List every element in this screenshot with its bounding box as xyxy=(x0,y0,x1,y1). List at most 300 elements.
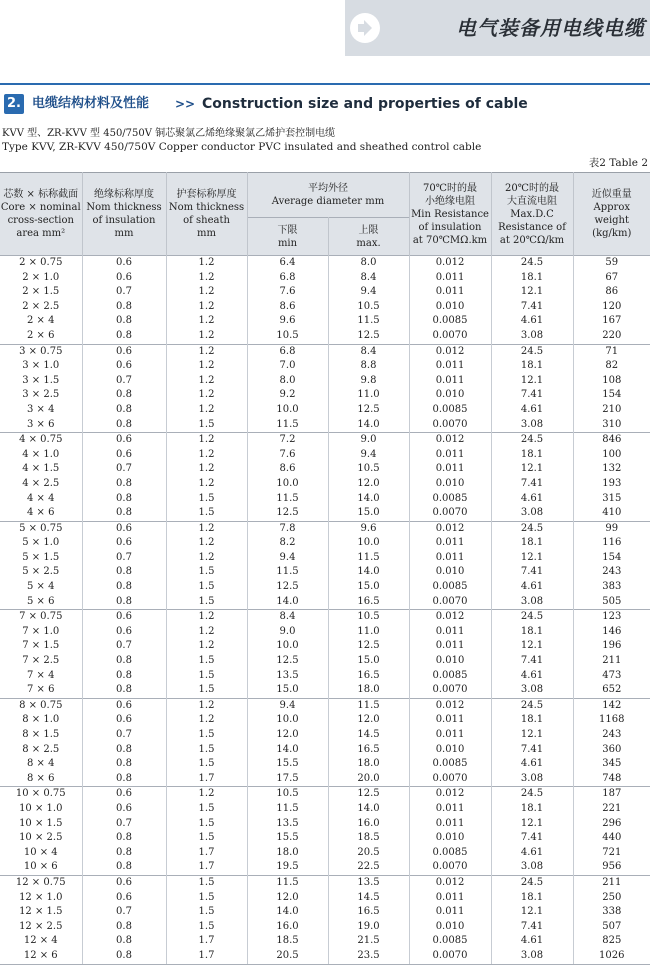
table-group xyxy=(0,256,650,345)
cell-core-area: 5 × 1.5 xyxy=(22,551,60,563)
cell-weight: 211 xyxy=(573,654,650,669)
cell-core-area: 4 × 0.75 xyxy=(0,433,82,448)
cell-sheath: 1.2 xyxy=(166,639,247,654)
cell-dc-resistance: 4.61 xyxy=(491,934,573,949)
cell-weight: 846 xyxy=(573,433,650,448)
cell-diameter-min: 14.0 xyxy=(247,905,328,920)
header-line: min xyxy=(277,237,298,249)
cell-insulation-resistance: 0.011 xyxy=(409,639,491,654)
table-row xyxy=(0,477,650,492)
cell-diameter-min: 7.6 xyxy=(247,448,328,463)
cell-diameter-max: 9.4 xyxy=(328,285,409,300)
col-core-area xyxy=(0,173,82,256)
cell-diameter-min: 11.5 xyxy=(247,492,328,507)
header-line: Min Resistance xyxy=(411,208,489,220)
cell-diameter-min: 12.5 xyxy=(247,654,328,669)
cell-weight: 146 xyxy=(573,625,650,640)
cell-weight: 652 xyxy=(573,683,650,698)
cell-diameter-min: 16.0 xyxy=(247,920,328,935)
cell-insulation-resistance: 0.010 xyxy=(409,743,491,758)
cell-sheath: 1.2 xyxy=(166,256,247,271)
header-line: Approx xyxy=(593,202,630,213)
table-row xyxy=(0,698,650,713)
cell-weight: 99 xyxy=(573,521,650,536)
cell-insulation-resistance: 0.0070 xyxy=(409,329,491,344)
cell-diameter-max: 16.5 xyxy=(328,595,409,610)
cell-insulation: 0.6 xyxy=(82,536,166,551)
cell-sheath: 1.7 xyxy=(166,846,247,861)
cell-insulation-resistance: 0.0085 xyxy=(409,669,491,684)
cell-dc-resistance: 12.1 xyxy=(491,639,573,654)
cell-sheath: 1.5 xyxy=(166,875,247,890)
cell-sheath: 1.2 xyxy=(166,359,247,374)
cell-diameter-max: 14.0 xyxy=(328,492,409,507)
cell-insulation: 0.6 xyxy=(82,433,166,448)
cell-diameter-min: 8.6 xyxy=(247,462,328,477)
cell-diameter-min: 8.4 xyxy=(247,610,328,625)
table-row xyxy=(0,625,650,640)
cell-diameter-max: 12.0 xyxy=(328,713,409,728)
cell-diameter-max: 10.5 xyxy=(328,300,409,315)
cell-diameter-min: 18.5 xyxy=(247,934,328,949)
cell-dc-resistance: 18.1 xyxy=(491,802,573,817)
cell-insulation: 0.7 xyxy=(82,462,166,477)
cell-diameter-max: 20.0 xyxy=(328,772,409,787)
cell-sheath: 1.5 xyxy=(166,595,247,610)
cell-insulation-resistance: 0.0070 xyxy=(409,860,491,875)
cell-dc-resistance: 3.08 xyxy=(491,418,573,433)
table-row xyxy=(0,565,650,580)
cell-insulation-resistance: 0.010 xyxy=(409,654,491,669)
cell-core-area: 7 × 0.75 xyxy=(0,610,82,625)
cell-diameter-max: 16.5 xyxy=(328,905,409,920)
cell-core-area: 12 × 0.75 xyxy=(0,875,82,890)
cell-weight: 193 xyxy=(573,477,650,492)
table-row xyxy=(0,551,650,566)
cell-weight: 383 xyxy=(573,580,650,595)
cell-diameter-min: 9.2 xyxy=(247,388,328,403)
cell-diameter-max: 14.0 xyxy=(328,418,409,433)
cell-insulation: 0.8 xyxy=(82,403,166,418)
cell-insulation: 0.8 xyxy=(82,418,166,433)
col-average-diameter xyxy=(247,173,409,218)
table-row xyxy=(0,743,650,758)
cell-weight: 108 xyxy=(573,374,650,389)
cell-weight: 86 xyxy=(573,285,650,300)
cell-diameter-max: 8.4 xyxy=(328,271,409,286)
header-line: of insulation xyxy=(418,221,482,233)
header-line: Nom thickness xyxy=(168,202,245,213)
cell-sheath: 1.5 xyxy=(166,743,247,758)
cell-sheath: 1.2 xyxy=(166,285,247,300)
header-line: (kg/km) xyxy=(592,228,632,239)
cell-dc-resistance: 24.5 xyxy=(491,787,573,802)
cell-core-area: 12 × 4 xyxy=(23,935,58,947)
cell-diameter-max: 16.5 xyxy=(328,743,409,758)
cell-diameter-max: 12.5 xyxy=(328,639,409,654)
cell-diameter-min: 7.0 xyxy=(247,359,328,374)
table-row xyxy=(0,831,650,846)
table-row xyxy=(0,669,650,684)
cell-weight: 473 xyxy=(573,669,650,684)
table-row xyxy=(0,949,650,964)
cell-diameter-max: 22.5 xyxy=(328,860,409,875)
cell-insulation: 0.6 xyxy=(82,271,166,286)
cell-diameter-max: 10.5 xyxy=(328,610,409,625)
cell-diameter-min: 8.6 xyxy=(247,300,328,315)
cell-dc-resistance: 24.5 xyxy=(491,433,573,448)
table-reference: 表2 Table 2 xyxy=(588,157,648,169)
cell-diameter-max: 14.0 xyxy=(328,565,409,580)
col-approx-weight xyxy=(573,173,650,256)
cell-diameter-max: 16.0 xyxy=(328,817,409,832)
cell-insulation-resistance: 0.011 xyxy=(409,374,491,389)
cell-insulation-resistance: 0.0070 xyxy=(409,506,491,521)
header-line: Average diameter mm xyxy=(271,196,385,207)
cell-sheath: 1.2 xyxy=(166,300,247,315)
cell-insulation-resistance: 0.010 xyxy=(409,388,491,403)
cell-insulation-resistance: 0.010 xyxy=(409,300,491,315)
cell-dc-resistance: 4.61 xyxy=(491,669,573,684)
cell-core-area: 12 × 1.0 xyxy=(19,891,63,903)
cell-sheath: 1.5 xyxy=(166,920,247,935)
cell-weight: 243 xyxy=(573,728,650,743)
cell-diameter-max: 11.5 xyxy=(328,698,409,713)
cell-diameter-max: 14.0 xyxy=(328,802,409,817)
cell-dc-resistance: 3.08 xyxy=(491,860,573,875)
header-line: 护套标称厚度 xyxy=(176,189,237,200)
table-row xyxy=(0,595,650,610)
cell-core-area: 7 × 2.5 xyxy=(22,655,60,667)
cell-diameter-min: 6.8 xyxy=(247,271,328,286)
table-row xyxy=(0,639,650,654)
cell-dc-resistance: 7.41 xyxy=(491,388,573,403)
cell-core-area: 2 × 6 xyxy=(27,329,55,341)
table-row xyxy=(0,329,650,344)
cell-insulation: 0.6 xyxy=(82,448,166,463)
cell-dc-resistance: 24.5 xyxy=(491,875,573,890)
header-line: of sheath xyxy=(183,215,230,226)
cell-diameter-max: 10.0 xyxy=(328,536,409,551)
cell-insulation: 0.6 xyxy=(82,344,166,359)
table-row xyxy=(0,934,650,949)
cell-dc-resistance: 7.41 xyxy=(491,477,573,492)
cell-insulation-resistance: 0.010 xyxy=(409,477,491,492)
cell-insulation-resistance: 0.012 xyxy=(409,344,491,359)
cable-subtitle-en: Type KVV, ZR-KVV 450/750V Copper conductor PVC insulated and sheathed control cable xyxy=(2,141,482,153)
cell-diameter-max: 16.5 xyxy=(328,669,409,684)
cell-weight: 1026 xyxy=(573,949,650,964)
table-row xyxy=(0,891,650,906)
cell-weight: 120 xyxy=(573,300,650,315)
cell-dc-resistance: 18.1 xyxy=(491,625,573,640)
cell-core-area: 8 × 6 xyxy=(27,772,55,784)
table-group xyxy=(0,698,650,787)
cell-dc-resistance: 18.1 xyxy=(491,891,573,906)
cell-diameter-max: 9.0 xyxy=(328,433,409,448)
table-row xyxy=(0,787,650,802)
cell-sheath: 1.2 xyxy=(166,448,247,463)
cell-insulation: 0.8 xyxy=(82,654,166,669)
table-row xyxy=(0,802,650,817)
cell-core-area: 2 × 2.5 xyxy=(22,300,60,312)
cell-insulation: 0.6 xyxy=(82,610,166,625)
header-line: area mm² xyxy=(16,228,66,239)
cell-sheath: 1.2 xyxy=(166,403,247,418)
header-line: at 20℃Ω/km xyxy=(499,234,565,246)
cell-dc-resistance: 12.1 xyxy=(491,817,573,832)
cell-insulation: 0.7 xyxy=(82,639,166,654)
cell-insulation: 0.8 xyxy=(82,492,166,507)
table-row xyxy=(0,388,650,403)
cell-weight: 211 xyxy=(573,875,650,890)
cell-sheath: 1.2 xyxy=(166,477,247,492)
cell-weight: 154 xyxy=(573,551,650,566)
cell-insulation: 0.8 xyxy=(82,329,166,344)
cell-diameter-max: 12.5 xyxy=(328,403,409,418)
cell-insulation: 0.6 xyxy=(82,787,166,802)
cell-diameter-max: 18.0 xyxy=(328,683,409,698)
cell-diameter-max: 15.0 xyxy=(328,580,409,595)
cell-diameter-min: 18.0 xyxy=(247,846,328,861)
cell-diameter-max: 11.0 xyxy=(328,625,409,640)
cell-weight: 1168 xyxy=(573,713,650,728)
cell-dc-resistance: 24.5 xyxy=(491,344,573,359)
cell-sheath: 1.2 xyxy=(166,625,247,640)
cell-core-area: 3 × 1.5 xyxy=(22,374,60,386)
cell-diameter-max: 11.0 xyxy=(328,388,409,403)
cell-dc-resistance: 3.08 xyxy=(491,772,573,787)
cell-dc-resistance: 18.1 xyxy=(491,359,573,374)
header-line: of insulation xyxy=(92,215,156,226)
cell-sheath: 1.2 xyxy=(166,698,247,713)
cell-sheath: 1.5 xyxy=(166,728,247,743)
cell-sheath: 1.5 xyxy=(166,905,247,920)
header-line: Core × nominal xyxy=(0,202,81,213)
cell-diameter-max: 11.5 xyxy=(328,314,409,329)
cell-core-area: 5 × 4 xyxy=(27,581,55,593)
table-row xyxy=(0,683,650,698)
cell-core-area: 12 × 2.5 xyxy=(19,920,63,932)
cell-diameter-min: 15.5 xyxy=(247,831,328,846)
cell-sheath: 1.5 xyxy=(166,802,247,817)
cell-diameter-min: 7.8 xyxy=(247,521,328,536)
cell-diameter-max: 12.5 xyxy=(328,329,409,344)
cell-sheath: 1.7 xyxy=(166,772,247,787)
cell-insulation-resistance: 0.0085 xyxy=(409,580,491,595)
cell-diameter-min: 7.6 xyxy=(247,285,328,300)
header-line: Nom thickness xyxy=(86,202,162,213)
header-line: mm xyxy=(114,228,134,239)
cell-weight: 100 xyxy=(573,448,650,463)
table-row xyxy=(0,713,650,728)
cell-diameter-min: 13.5 xyxy=(247,817,328,832)
cell-insulation-resistance: 0.012 xyxy=(409,433,491,448)
cell-dc-resistance: 7.41 xyxy=(491,654,573,669)
cell-diameter-max: 12.5 xyxy=(328,787,409,802)
cell-core-area: 2 × 4 xyxy=(27,315,55,327)
cell-sheath: 1.2 xyxy=(166,388,247,403)
cell-dc-resistance: 7.41 xyxy=(491,743,573,758)
cell-weight: 360 xyxy=(573,743,650,758)
cell-diameter-min: 14.0 xyxy=(247,595,328,610)
table-row xyxy=(0,521,650,536)
cell-weight: 315 xyxy=(573,492,650,507)
cell-core-area: 10 × 0.75 xyxy=(0,787,82,802)
cell-insulation-resistance: 0.0070 xyxy=(409,595,491,610)
cell-sheath: 1.2 xyxy=(166,610,247,625)
table-row xyxy=(0,403,650,418)
cell-insulation-resistance: 0.0085 xyxy=(409,757,491,772)
cell-core-area: 2 × 1.0 xyxy=(22,271,60,283)
cell-weight: 825 xyxy=(573,934,650,949)
cell-diameter-min: 20.5 xyxy=(247,949,328,964)
cell-weight: 210 xyxy=(573,403,650,418)
cell-weight: 250 xyxy=(573,891,650,906)
cell-core-area: 7 × 1.5 xyxy=(22,640,60,652)
cell-core-area: 5 × 1.0 xyxy=(22,537,60,549)
header-line: 平均外径 xyxy=(308,183,348,194)
cell-insulation-resistance: 0.0070 xyxy=(409,949,491,964)
cell-diameter-min: 10.0 xyxy=(247,403,328,418)
arrow-circle-icon xyxy=(348,11,382,45)
cell-dc-resistance: 4.61 xyxy=(491,403,573,418)
cell-core-area: 4 × 1.5 xyxy=(22,463,60,475)
cell-sheath: 1.2 xyxy=(166,713,247,728)
cell-sheath: 1.5 xyxy=(166,831,247,846)
cell-insulation: 0.6 xyxy=(82,891,166,906)
cell-insulation: 0.8 xyxy=(82,757,166,772)
cell-core-area: 4 × 4 xyxy=(27,492,55,504)
table-row xyxy=(0,256,650,271)
header-line: 近似重量 xyxy=(591,189,632,200)
cell-insulation: 0.8 xyxy=(82,949,166,964)
cell-weight: 338 xyxy=(573,905,650,920)
cell-diameter-min: 8.2 xyxy=(247,536,328,551)
cell-diameter-max: 18.5 xyxy=(328,831,409,846)
cell-sheath: 1.5 xyxy=(166,683,247,698)
header-divider xyxy=(0,83,650,85)
col-diameter-max xyxy=(328,218,409,256)
cell-core-area: 8 × 0.75 xyxy=(0,698,82,713)
cell-core-area: 2 × 1.5 xyxy=(22,286,60,298)
header-line: 小绝缘电阻 xyxy=(425,195,476,207)
cell-insulation: 0.8 xyxy=(82,580,166,595)
cell-insulation-resistance: 0.011 xyxy=(409,728,491,743)
cell-dc-resistance: 24.5 xyxy=(491,256,573,271)
cell-diameter-max: 10.5 xyxy=(328,462,409,477)
cell-diameter-max: 23.5 xyxy=(328,949,409,964)
cell-dc-resistance: 4.61 xyxy=(491,757,573,772)
cell-dc-resistance: 4.61 xyxy=(491,846,573,861)
cell-core-area: 10 × 2.5 xyxy=(19,832,63,844)
table-row xyxy=(0,610,650,625)
cell-sheath: 1.5 xyxy=(166,418,247,433)
cell-diameter-min: 11.5 xyxy=(247,875,328,890)
table-row xyxy=(0,492,650,507)
cell-diameter-min: 19.5 xyxy=(247,860,328,875)
cell-sheath: 1.5 xyxy=(166,891,247,906)
cell-dc-resistance: 18.1 xyxy=(491,448,573,463)
cell-dc-resistance: 24.5 xyxy=(491,698,573,713)
cell-diameter-min: 15.0 xyxy=(247,683,328,698)
table-row xyxy=(0,580,650,595)
table-row xyxy=(0,448,650,463)
table-row xyxy=(0,344,650,359)
cell-diameter-min: 8.0 xyxy=(247,374,328,389)
cell-insulation-resistance: 0.010 xyxy=(409,831,491,846)
cell-insulation-resistance: 0.011 xyxy=(409,905,491,920)
cell-core-area: 4 × 1.0 xyxy=(22,448,60,460)
cable-properties-table xyxy=(0,172,650,965)
cell-insulation: 0.6 xyxy=(82,359,166,374)
table-group xyxy=(0,875,650,964)
cell-weight: 220 xyxy=(573,329,650,344)
cell-sheath: 1.2 xyxy=(166,462,247,477)
cell-insulation-resistance: 0.011 xyxy=(409,448,491,463)
header-line: 芯数 × 标称截面 xyxy=(3,189,79,200)
cell-insulation-resistance: 0.011 xyxy=(409,551,491,566)
cell-core-area: 7 × 4 xyxy=(27,669,55,681)
table-row xyxy=(0,418,650,433)
header-line: Max.D.C xyxy=(510,208,554,220)
cell-insulation: 0.7 xyxy=(82,817,166,832)
cell-insulation-resistance: 0.011 xyxy=(409,802,491,817)
cell-insulation-resistance: 0.0070 xyxy=(409,683,491,698)
table-group xyxy=(0,787,650,876)
cell-weight: 410 xyxy=(573,506,650,521)
section-title-en: Construction size and properties of cable xyxy=(202,96,528,112)
cell-diameter-max: 13.5 xyxy=(328,875,409,890)
cable-subtitle-cn: KVV 型、ZR-KVV 型 450/750V 铜芯聚氯乙烯绝缘聚氯乙烯护套控制电缆 xyxy=(2,128,336,139)
cell-insulation: 0.8 xyxy=(82,846,166,861)
cell-sheath: 1.2 xyxy=(166,433,247,448)
cell-weight: 67 xyxy=(573,271,650,286)
cell-diameter-min: 12.0 xyxy=(247,728,328,743)
cell-dc-resistance: 3.08 xyxy=(491,683,573,698)
cell-sheath: 1.7 xyxy=(166,934,247,949)
cell-diameter-max: 12.0 xyxy=(328,477,409,492)
cell-sheath: 1.5 xyxy=(166,654,247,669)
cell-insulation: 0.6 xyxy=(82,256,166,271)
cell-weight: 296 xyxy=(573,817,650,832)
cell-dc-resistance: 12.1 xyxy=(491,374,573,389)
table-row xyxy=(0,772,650,787)
cell-insulation: 0.8 xyxy=(82,934,166,949)
cell-weight: 345 xyxy=(573,757,650,772)
cell-core-area: 8 × 4 xyxy=(27,758,55,770)
cell-insulation-resistance: 0.011 xyxy=(409,817,491,832)
cell-diameter-max: 8.0 xyxy=(328,256,409,271)
cell-dc-resistance: 18.1 xyxy=(491,713,573,728)
cell-sheath: 1.7 xyxy=(166,860,247,875)
cell-weight: 721 xyxy=(573,846,650,861)
table-row xyxy=(0,905,650,920)
cell-insulation-resistance: 0.011 xyxy=(409,536,491,551)
cell-diameter-max: 11.5 xyxy=(328,551,409,566)
cell-core-area: 8 × 1.5 xyxy=(22,729,60,740)
cell-diameter-max: 15.0 xyxy=(328,506,409,521)
header-line: 上限 xyxy=(358,224,379,236)
page-header-title: 电气装备用电线电缆 xyxy=(456,16,645,40)
table-row xyxy=(0,757,650,772)
cell-dc-resistance: 12.1 xyxy=(491,905,573,920)
cell-core-area: 5 × 0.75 xyxy=(0,521,82,536)
cell-sheath: 1.5 xyxy=(166,506,247,521)
header-line: 绝缘标称厚度 xyxy=(94,189,154,200)
cell-dc-resistance: 7.41 xyxy=(491,300,573,315)
cell-diameter-max: 8.4 xyxy=(328,344,409,359)
